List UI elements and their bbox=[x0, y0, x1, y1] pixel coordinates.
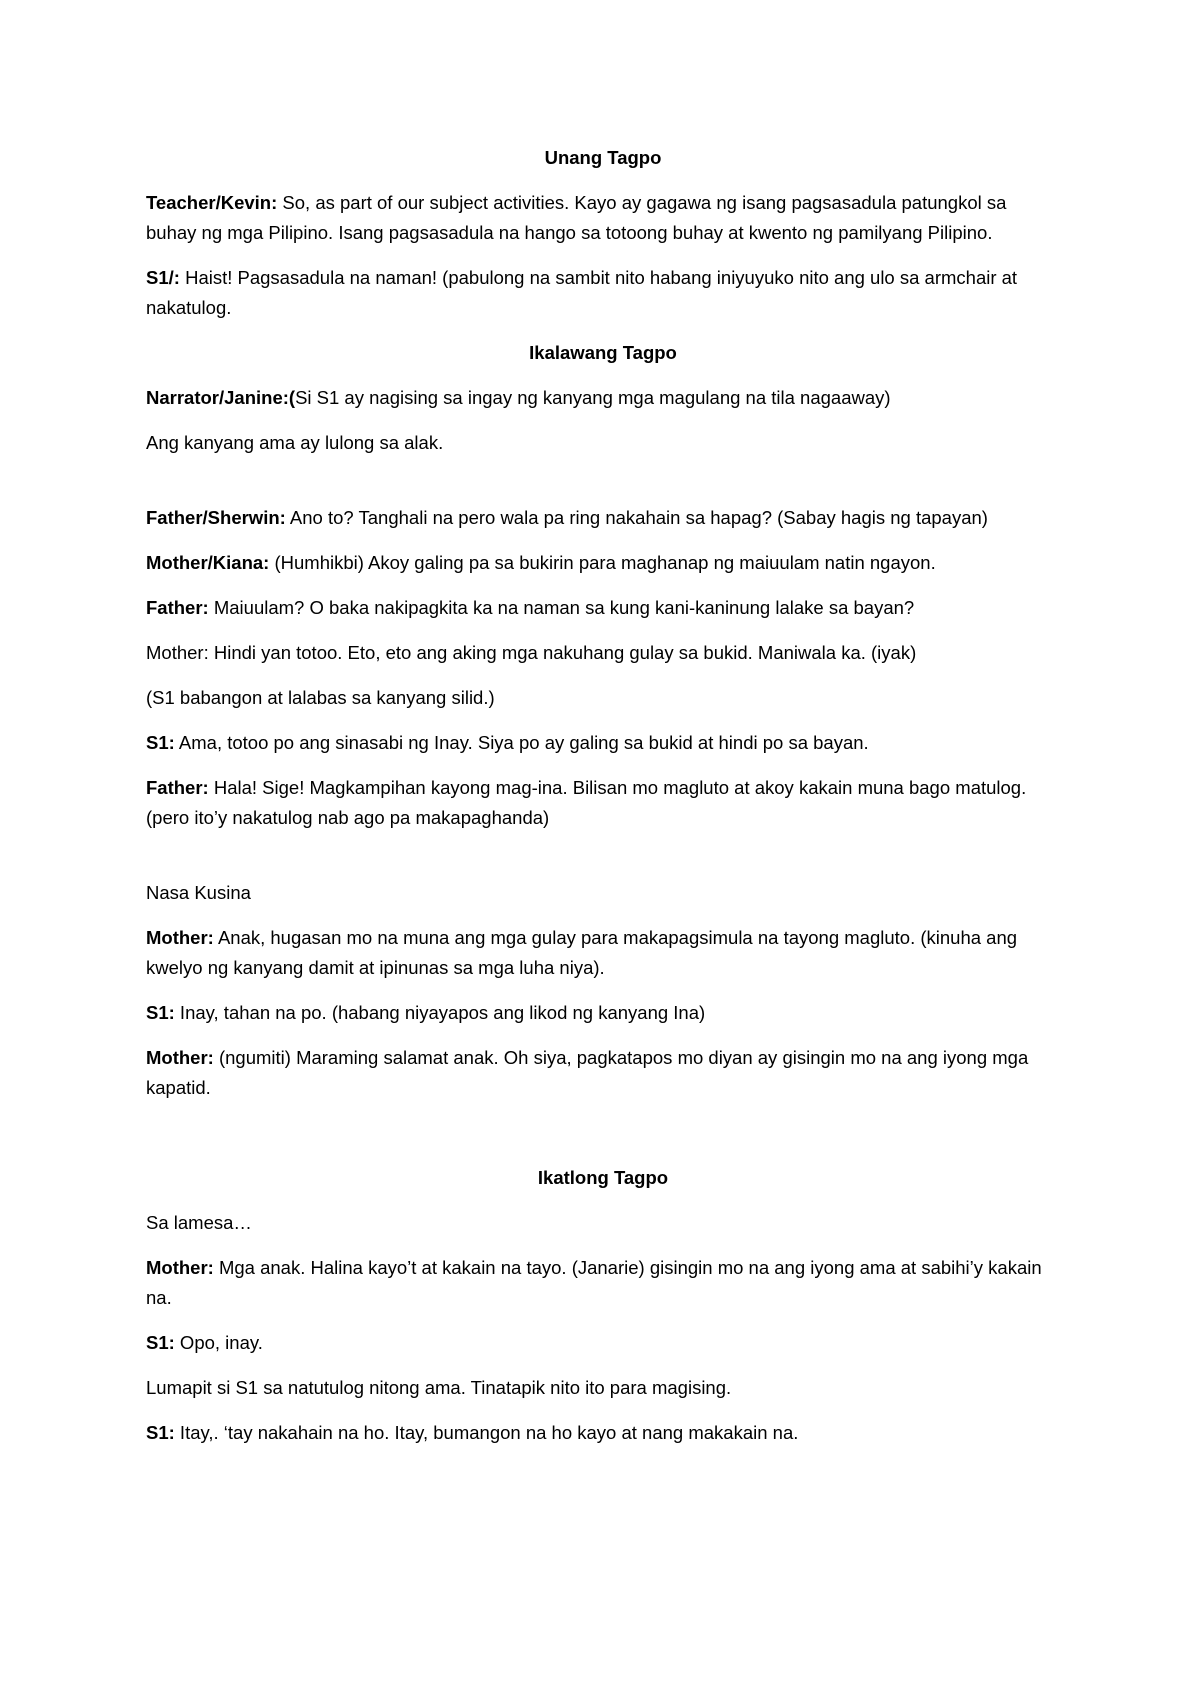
narration-line: Ang kanyang ama ay lulong sa alak. bbox=[146, 432, 444, 453]
dialogue-text: (Humhikbi) Akoy galing pa sa bukirin para maghanap ng maiuulam natin ngayon. bbox=[269, 552, 936, 573]
blank-line bbox=[146, 1118, 1060, 1163]
dialogue-text: Haist! Pagsasadula na naman! (pabulong na sambit nito habang iniyuyuko nito ang ulo sa armchair at nakatulog. bbox=[146, 267, 1018, 318]
dialogue-line bbox=[146, 1043, 1060, 1103]
dialogue-text: (ngumiti) Maraming salamat anak. Oh siya, pagkatapos mo diyan ay gisingin mo na ang iyong mga kapatid. bbox=[146, 1047, 1029, 1098]
dialogue-line bbox=[146, 923, 1060, 983]
blank-line bbox=[146, 473, 1060, 503]
dialogue-text: Mga anak. Halina kayo’t at kakain na tayo. (Janarie) gisingin mo na ang iyong ama at sabihi’y kakain na. bbox=[146, 1257, 1042, 1308]
dialogue-text: Inay, tahan na po. (habang niyayapos ang likod ng kanyang Ina) bbox=[174, 1002, 706, 1023]
speaker-label: S1: bbox=[146, 1332, 175, 1353]
dialogue-text: Itay,. ‘tay nakahain na ho. Itay, bumangon na ho kayo at nang makakain na. bbox=[174, 1422, 799, 1443]
dialogue-text: Anak, hugasan mo na muna ang mga gulay para makapagsimula na tayong magluto. (kinuha ang kwelyo ng kanyang damit at ipinunas sa mga luha niya). bbox=[146, 927, 1018, 978]
dialogue-line bbox=[146, 728, 1060, 758]
speaker-label: Teacher/Kevin: bbox=[146, 192, 278, 213]
speaker-label: Mother/Kiana: bbox=[146, 552, 270, 573]
dialogue-text: Si S1 ay nagising sa ingay ng kanyang mga magulang na tila nagaaway) bbox=[295, 387, 891, 408]
speaker-label: S1/: bbox=[146, 267, 180, 288]
narration-line: Lumapit si S1 sa natutulog nitong ama. Tinatapik nito ito para magising. bbox=[146, 1377, 732, 1398]
speaker-label: Mother: bbox=[146, 1047, 214, 1068]
dialogue-line bbox=[146, 188, 1060, 248]
dialogue-line bbox=[146, 503, 1060, 533]
dialogue-line bbox=[146, 1328, 1060, 1358]
speaker-label: Mother: bbox=[146, 1257, 214, 1278]
dialogue-line bbox=[146, 593, 1060, 623]
stage-direction: (S1 babangon at lalabas sa kanyang silid.) bbox=[146, 687, 495, 708]
dialogue-line bbox=[146, 1253, 1060, 1313]
dialogue-text: Maiuulam? O baka nakipagkita ka na naman sa kung kani-kaninung lalake sa bayan? bbox=[208, 597, 915, 618]
dialogue-text: Hala! Sige! Magkampihan kayong mag-ina. Bilisan mo magluto at akoy kakain muna bago matulog. (pero ito’y nakatulog nab ago pa makapaghanda) bbox=[146, 777, 1027, 828]
scene-heading: Ikalawang Tagpo bbox=[529, 342, 677, 363]
speaker-label: S1: bbox=[146, 732, 175, 753]
dialogue-text: Ano to? Tanghali na pero wala pa ring nakahain sa hapag? (Sabay hagis ng tapayan) bbox=[285, 507, 988, 528]
setting-line: Sa lamesa… bbox=[146, 1212, 252, 1233]
scene-heading: Ikatlong Tagpo bbox=[537, 1167, 669, 1188]
speaker-label: S1: bbox=[146, 1002, 175, 1023]
speaker-label: Father: bbox=[146, 597, 209, 618]
setting-line: Nasa Kusina bbox=[146, 882, 251, 903]
speaker-label: Mother: bbox=[146, 927, 214, 948]
dialogue-line bbox=[146, 773, 1060, 833]
speaker-label: Narrator/Janine:( bbox=[146, 387, 296, 408]
speaker-label: Father/Sherwin: bbox=[146, 507, 286, 528]
dialogue-line bbox=[146, 998, 1060, 1028]
dialogue-line bbox=[146, 1418, 1060, 1448]
dialogue-text: Opo, inay. bbox=[174, 1332, 263, 1353]
dialogue-line bbox=[146, 383, 1060, 413]
dialogue-text: So, as part of our subject activities. Kayo ay gagawa ng isang pagsasadula patungkol sa buhay ng mga Pilipino. Isang pagsasadula na hango sa totoong buhay at kwento ng pamilyang Pilipino. bbox=[146, 192, 1007, 243]
blank-line bbox=[146, 848, 1060, 878]
dialogue-line: Mother: Hindi yan totoo. Eto, eto ang aking mga nakuhang gulay sa bukid. Maniwala ka. (iyak) bbox=[146, 642, 917, 663]
speaker-label: S1: bbox=[146, 1422, 175, 1443]
dialogue-line bbox=[146, 263, 1060, 323]
speaker-label: Father: bbox=[146, 777, 209, 798]
scene-heading: Unang Tagpo bbox=[544, 147, 662, 168]
dialogue-line bbox=[146, 548, 1060, 578]
dialogue-text: Ama, totoo po ang sinasabi ng Inay. Siya po ay galing sa bukid at hindi po sa bayan. bbox=[174, 732, 869, 753]
